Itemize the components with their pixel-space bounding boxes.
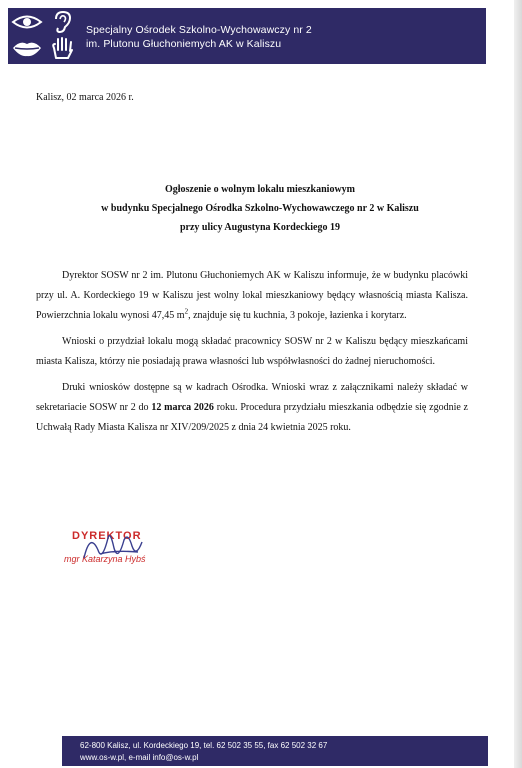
footer-address: 62-800 Kalisz, ul. Kordeckiego 19, tel. 62 502 35 55, fax 62 502 32 67 bbox=[80, 741, 328, 750]
paragraph-procedure-text: Druki wniosków dostępne są w kadrach Ośrodka. Wnioski wraz z załącznikami należy składać w sekretariacie SOSW nr 2 do bbox=[36, 382, 468, 413]
ear-icon bbox=[46, 10, 80, 34]
notice-title-line1: Ogłoszenie o wolnym lokalu mieszkaniowym bbox=[164, 184, 355, 195]
signature-stamp-title: DYREKTOR bbox=[72, 530, 142, 542]
letterhead-footer bbox=[62, 736, 488, 766]
director-signature bbox=[58, 528, 198, 578]
footer-web-email: www.os-w.pl, e-mail info@os-w.pl bbox=[80, 753, 199, 762]
letterhead-banner bbox=[8, 8, 486, 62]
notice-title bbox=[30, 180, 490, 237]
notice-body bbox=[36, 266, 468, 444]
school-name-line1: Specjalny Ośrodek Szkolno-Wychowawczy nr 2 bbox=[86, 24, 312, 36]
place-date: Kalisz, 02 marca 2026 r. bbox=[36, 92, 134, 103]
hand-icon bbox=[46, 36, 80, 60]
area-unit-superscript: 2 bbox=[184, 307, 189, 316]
paragraph-announcement-end: , znajduje się tu kuchnia, 3 pokoje, łazienka i korytarz. bbox=[188, 310, 407, 321]
paragraph-eligibility: Wnioski o przydział lokalu mogą składać pracownicy SOSW nr 2 w Kaliszu będący mieszkańcami miasta Kalisza, którzy nie posiadają prawa własności lub współwłasności do żadnej nieruchomości. bbox=[36, 336, 468, 367]
mouth-icon bbox=[10, 36, 44, 60]
notice-title-line3: przy ulicy Augustyna Kordeckiego 19 bbox=[179, 222, 340, 233]
senses-logo bbox=[8, 8, 82, 62]
footer-contact bbox=[80, 740, 327, 764]
eye-icon bbox=[10, 10, 44, 34]
school-name bbox=[86, 23, 486, 51]
header-divider bbox=[8, 62, 486, 64]
scan-edge bbox=[514, 0, 522, 768]
handwritten-signature-icon bbox=[80, 528, 150, 568]
paragraph-announcement-text: Dyrektor SOSW nr 2 im. Plutonu Głuchoniemych AK w Kaliszu informuje, że w budynku placówki przy ul. A. Kordeckiego 19 w Kaliszu jest wolny lokal mieszkaniowy będący własnością miasta Kalisza. Powierzchnia lokalu wynosi 47,45 m bbox=[36, 270, 468, 321]
deadline-date: 12 marca 2026 bbox=[151, 402, 214, 413]
paragraph-announcement bbox=[36, 266, 468, 326]
school-name-line2: im. Plutonu Głuchoniemych AK w Kaliszu bbox=[86, 38, 282, 50]
paragraph-procedure bbox=[36, 378, 468, 438]
notice-title-line2: w budynku Specjalnego Ośrodka Szkolno-Wychowawczego nr 2 w Kaliszu bbox=[101, 203, 419, 214]
paragraph-procedure-end: roku. Procedura przydziału mieszkania odbędzie się zgodnie z Uchwałą Rady Miasta Kalisza nr XIV/209/2025 z dnia 24 kwietnia 2025 roku. bbox=[36, 402, 468, 433]
signature-stamp-name: mgr Katarzyna Hybś bbox=[64, 554, 146, 564]
